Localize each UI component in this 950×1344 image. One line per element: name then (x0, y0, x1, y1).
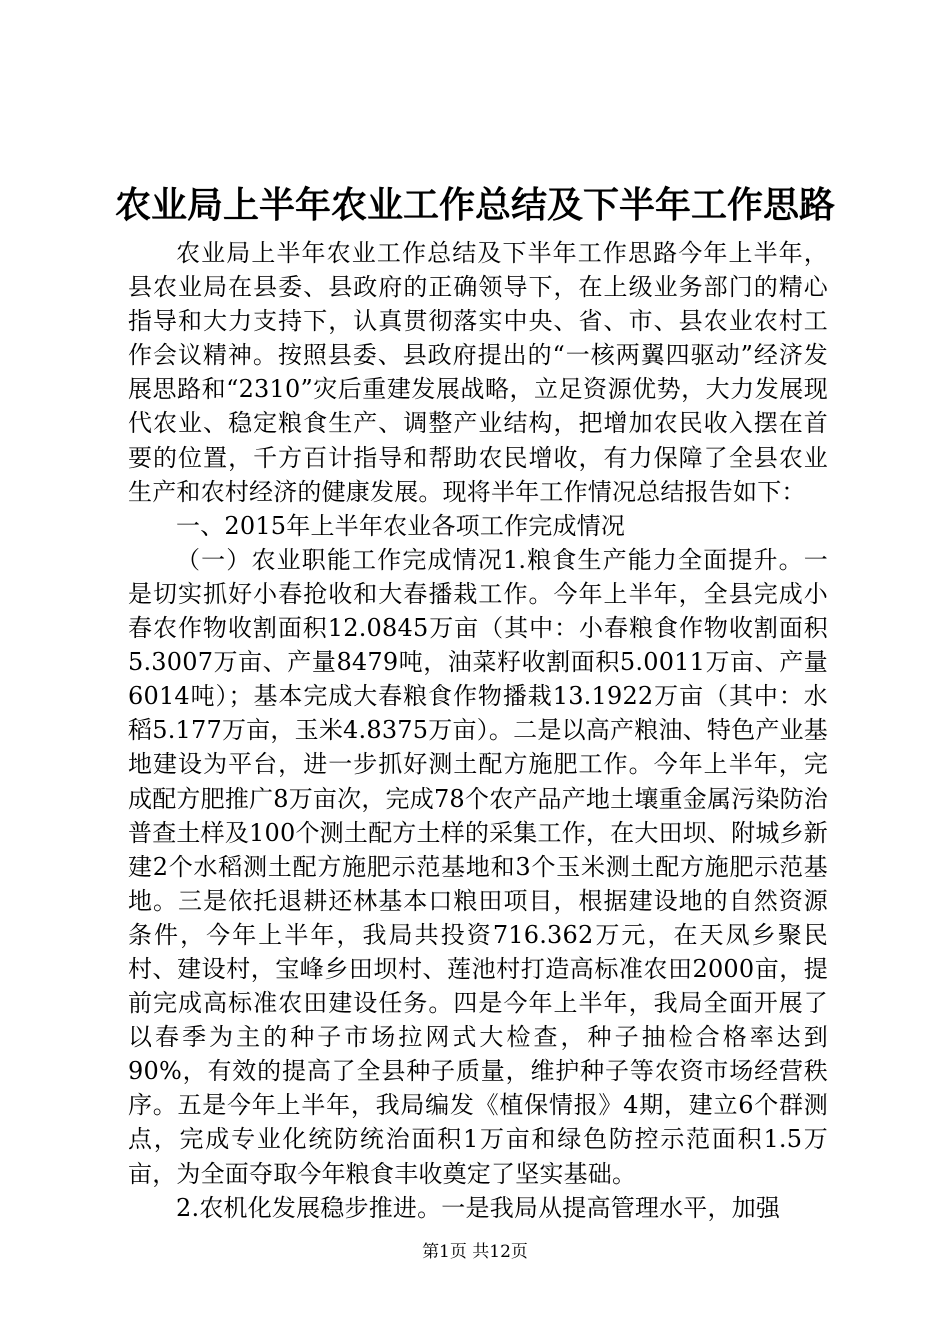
page-footer: 第1页 共12页 (422, 1242, 528, 1262)
paragraph-mechanization: 2.农机化发展稳步推进。一是我局从提高管理水平，加强 (176, 1193, 781, 1222)
section-heading: 一、2015年上半年农业各项工作完成情况 (176, 511, 626, 540)
paragraph-intro: 农业局上半年农业工作总结及下半年工作思路今年上半年，县农业局在县委、县政府的正确领导下，在上级业务部门的精心指导和大力支持下，认真贯彻落实中央、省、市、县农业农村工作会议精神。按照县委、县政府提出的“一核两翼四驱动”经济发展思路和“2310”灾后重建发展战略，立足资源优势，大力发展现代农业、稳定粮食生产、调整产业结构，把增加农民收入摆在首要的位置，千方百计指导和帮助农民增收，有力保障了全县农业生产和农村经济的健康发展。现将半年工作情况总结报告如下： (128, 239, 828, 506)
document-title: 农业局上半年农业工作总结及下半年工作思路 (114, 185, 835, 226)
paragraph-grain-production: （一）农业职能工作完成情况1.粮食生产能力全面提升。一是切实抓好小春抢收和大春播栽工作。今年上半年，全县完成小春农作物收割面积12.0845万亩（其中：小春粮食作物收割面积5.3007万亩、产量8479吨，油菜籽收割面积5.0011万亩、产量6014吨）；基本完成大春粮食作物播栽13.1922万亩（其中：水稻5.177万亩，玉米4.8375万亩）。二是以高产粮油、特色产业基地建设为平台，进一步抓好测土配方施肥工作。今年上半年，完成配方肥推广8万亩次，完成78个农产品产地土壤重金属污染防治普查土样及100个测土配方土样的采集工作，在大田坝、附城乡新建2个水稻测土配方施肥示范基地和3个玉米测土配方施肥示范基地。三是依托退耕还林基本口粮田项目，根据建设地的自然资源条件，今年上半年，我局共投资716.362万元，在天凤乡聚民村、建设村，宝峰乡田坝村、莲池村打造高标准农田2000亩，提前完成高标准农田建设任务。四是今年上半年，我局全面开展了以春季为主的种子市场拉网式大检查，种子抽检合格率达到90%，有效的提高了全县种子质量，维护种子等农资市场经营秩序。五是今年上半年，我局编发《植保情报》4期，建立6个群测点，完成专业化统防统治面积1万亩和绿色防控示范面积1.5万亩，为全面夺取今年粮食丰收奠定了坚实基础。 (128, 545, 828, 1188)
document-body (128, 236, 828, 1225)
